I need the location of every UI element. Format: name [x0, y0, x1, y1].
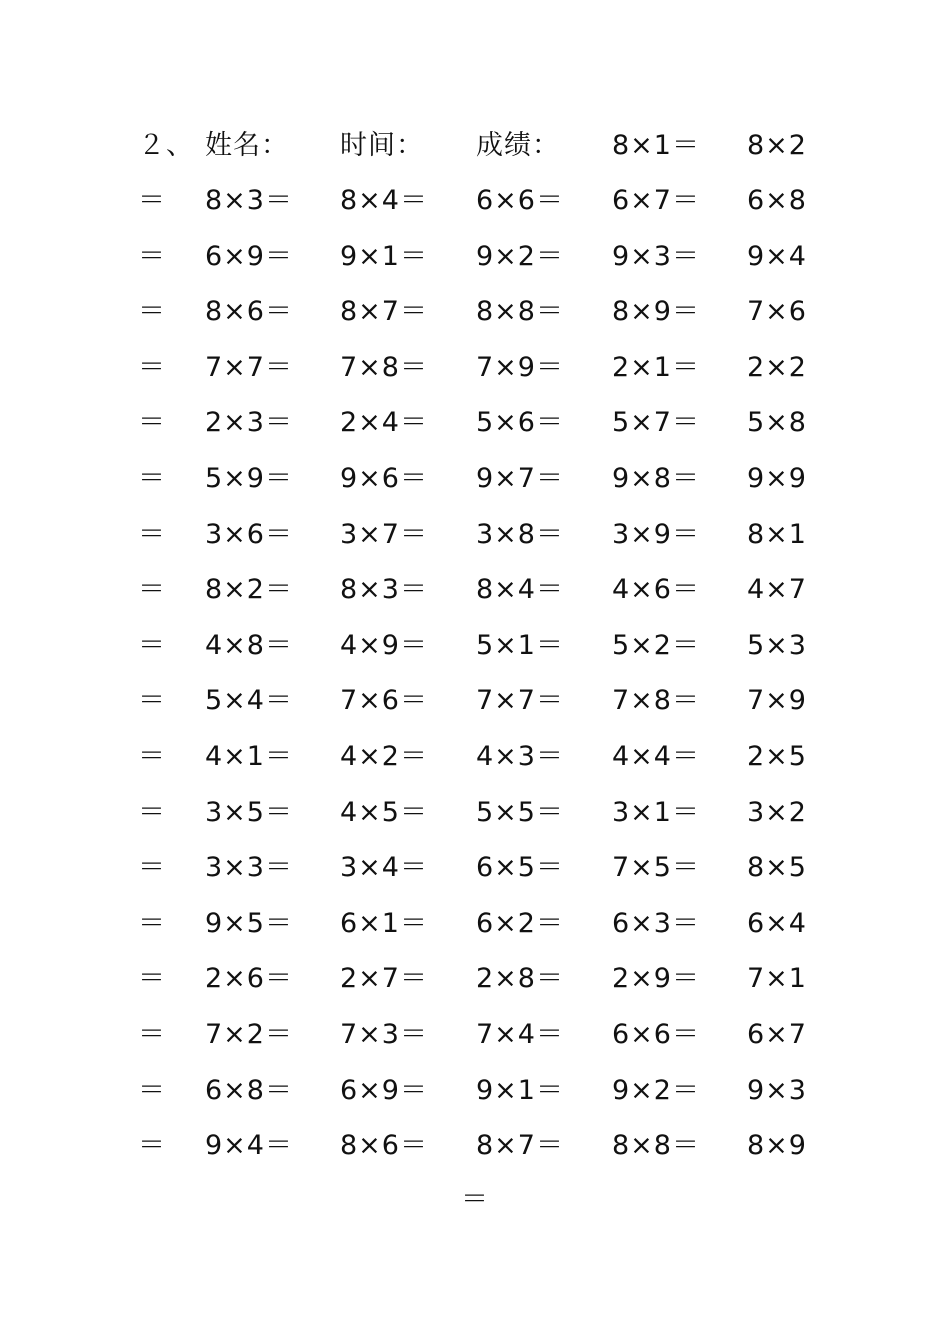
equals-continuation: ＝ — [138, 1074, 166, 1106]
problem-text: 2×7＝ — [340, 963, 428, 995]
problem-line — [0, 395, 950, 451]
problem-text: 9×3＝ — [612, 240, 700, 272]
equals-continuation: ＝ — [138, 518, 166, 550]
problem-text: 8×3＝ — [340, 574, 428, 606]
equals-continuation: ＝ — [138, 407, 166, 439]
problem-text: 8×5 — [747, 852, 807, 884]
problem-line — [0, 284, 950, 340]
header-line — [0, 118, 950, 174]
final-equals-sign: ＝ — [461, 1184, 488, 1215]
problem-text: 2×3＝ — [205, 407, 293, 439]
problem-text: 7×4＝ — [476, 1019, 564, 1050]
problem-text: 7×9＝ — [476, 351, 564, 383]
problem-text: 3×6＝ — [205, 518, 293, 550]
equals-continuation: ＝ — [138, 351, 166, 383]
problem-text: 5×8 — [747, 407, 807, 439]
problem-set-number: ２、 — [138, 130, 194, 161]
problem-text: 7×5＝ — [612, 852, 700, 884]
problem-text: 5×4＝ — [205, 685, 293, 717]
problem-text: 2×9＝ — [612, 963, 700, 995]
problem-text: 6×4 — [747, 907, 807, 939]
problem-text: 7×7＝ — [205, 351, 293, 383]
problem-text: 8×3＝ — [205, 185, 293, 216]
problem-text: 8×8＝ — [612, 1130, 700, 1162]
problem-text: 6×8 — [747, 185, 807, 216]
problem-text: 8×9＝ — [612, 296, 700, 328]
problem-text: 6×5＝ — [476, 852, 564, 884]
problem-text: 3×8＝ — [476, 518, 564, 550]
problem-text: 9×4 — [747, 240, 807, 272]
problem-text: 7×6 — [747, 296, 807, 328]
problem-text: 6×2＝ — [476, 907, 564, 939]
problem-text: 8×9 — [747, 1130, 807, 1162]
problem-text: 3×9＝ — [612, 518, 700, 550]
equals-continuation: ＝ — [138, 463, 166, 494]
problem-line — [0, 729, 950, 785]
problem-text: 5×3 — [747, 629, 807, 661]
problem-line — [0, 1007, 950, 1063]
problem-text: 3×1＝ — [612, 796, 700, 828]
problem-text: 6×7 — [747, 1019, 807, 1050]
problem-text: 4×2＝ — [340, 741, 428, 772]
problem-text: 9×6＝ — [340, 463, 428, 494]
problem-text: 9×1＝ — [476, 1074, 564, 1106]
problem-text: 2×8＝ — [476, 963, 564, 995]
problem-text: 3×5＝ — [205, 796, 293, 828]
equals-continuation: ＝ — [138, 574, 166, 606]
problem-line — [0, 785, 950, 841]
problem-text: 9×8＝ — [612, 463, 700, 494]
problem-text: 9×9 — [747, 463, 807, 494]
problem-text: 7×7＝ — [476, 685, 564, 717]
problem-text: 9×1＝ — [340, 240, 428, 272]
problem-text: 7×6＝ — [340, 685, 428, 717]
problem-text: 9×5＝ — [205, 907, 293, 939]
problem-text: 5×1＝ — [476, 629, 564, 661]
problem-line — [0, 229, 950, 285]
equals-continuation: ＝ — [138, 741, 166, 772]
problem-line — [0, 562, 950, 618]
problem-text: 8×8＝ — [476, 296, 564, 328]
problem-text: 4×6＝ — [612, 574, 700, 606]
problem-text: 6×1＝ — [340, 907, 428, 939]
problem-text: 5×9＝ — [205, 463, 293, 494]
problem-text: 3×7＝ — [340, 518, 428, 550]
score-label: 成绩： — [476, 130, 560, 161]
problem-text: 9×2＝ — [476, 240, 564, 272]
problem-text: 8×6＝ — [205, 296, 293, 328]
problem-line — [0, 840, 950, 896]
problem-text: 9×2＝ — [612, 1074, 700, 1106]
problem-text: 2×5 — [747, 741, 807, 772]
problem-text: 8×4＝ — [340, 185, 428, 216]
problem-text: 6×6＝ — [612, 1019, 700, 1050]
equals-continuation: ＝ — [138, 796, 166, 828]
problem-text: 2×4＝ — [340, 407, 428, 439]
problem-line — [0, 1118, 950, 1174]
problem-line — [0, 673, 950, 729]
problem-text: 4×1＝ — [205, 741, 293, 772]
problem-line — [0, 1063, 950, 1119]
problem-line — [0, 618, 950, 674]
problem-text: 4×8＝ — [205, 629, 293, 661]
problem-line — [0, 451, 950, 507]
equals-continuation: ＝ — [138, 1130, 166, 1162]
problem-text: 7×9 — [747, 685, 807, 717]
problem-text: 6×6＝ — [476, 185, 564, 216]
time-label: 时间： — [340, 130, 424, 161]
problem-text: 4×9＝ — [340, 629, 428, 661]
equals-continuation: ＝ — [138, 852, 166, 884]
equals-continuation: ＝ — [138, 629, 166, 661]
equals-continuation: ＝ — [138, 1019, 166, 1050]
problem-text: 6×8＝ — [205, 1074, 293, 1106]
problem-text: 7×1 — [747, 963, 807, 995]
problem-text: 9×4＝ — [205, 1130, 293, 1162]
problem-text: 5×2＝ — [612, 629, 700, 661]
problem-text: 2×6＝ — [205, 963, 293, 995]
problem-text: 6×9＝ — [340, 1074, 428, 1106]
problem-text: 8×7＝ — [340, 296, 428, 328]
problem-text: 8×6＝ — [340, 1130, 428, 1162]
problem-text: 8×1 — [747, 518, 807, 550]
problem-text: 5×7＝ — [612, 407, 700, 439]
problem-text: 8×2 — [747, 130, 807, 161]
problem-text: 4×5＝ — [340, 796, 428, 828]
problem-text: 4×7 — [747, 574, 807, 606]
problem-text: 3×2 — [747, 796, 807, 828]
problem-text: 3×4＝ — [340, 852, 428, 884]
problem-text: 5×5＝ — [476, 796, 564, 828]
problem-text: 7×2＝ — [205, 1019, 293, 1050]
problem-text: 6×9＝ — [205, 240, 293, 272]
problem-text: 7×3＝ — [340, 1019, 428, 1050]
problem-text: 2×1＝ — [612, 351, 700, 383]
problem-text: 8×7＝ — [476, 1130, 564, 1162]
problem-text: 6×7＝ — [612, 185, 700, 216]
problem-text: 2×2 — [747, 351, 807, 383]
problem-text: 4×3＝ — [476, 741, 564, 772]
problem-line — [0, 173, 950, 229]
problem-text: 7×8＝ — [340, 351, 428, 383]
name-label: 姓名： — [205, 130, 289, 161]
equals-continuation: ＝ — [138, 963, 166, 995]
equals-continuation: ＝ — [138, 296, 166, 328]
problem-text: 8×1＝ — [612, 130, 700, 161]
problem-text: 8×4＝ — [476, 574, 564, 606]
problem-line — [0, 340, 950, 396]
problem-text: 4×4＝ — [612, 741, 700, 772]
equals-continuation: ＝ — [138, 907, 166, 939]
equals-continuation: ＝ — [138, 185, 166, 216]
problem-line — [0, 951, 950, 1007]
problem-text: 9×7＝ — [476, 463, 564, 494]
problem-line — [0, 896, 950, 952]
problem-text: 6×3＝ — [612, 907, 700, 939]
problem-line — [0, 507, 950, 563]
equals-continuation: ＝ — [138, 685, 166, 717]
problem-text: 8×2＝ — [205, 574, 293, 606]
problem-text: 7×8＝ — [612, 685, 700, 717]
problem-text: 5×6＝ — [476, 407, 564, 439]
equals-continuation: ＝ — [138, 240, 166, 272]
problem-text: 9×3 — [747, 1074, 807, 1106]
problem-text: 3×3＝ — [205, 852, 293, 884]
